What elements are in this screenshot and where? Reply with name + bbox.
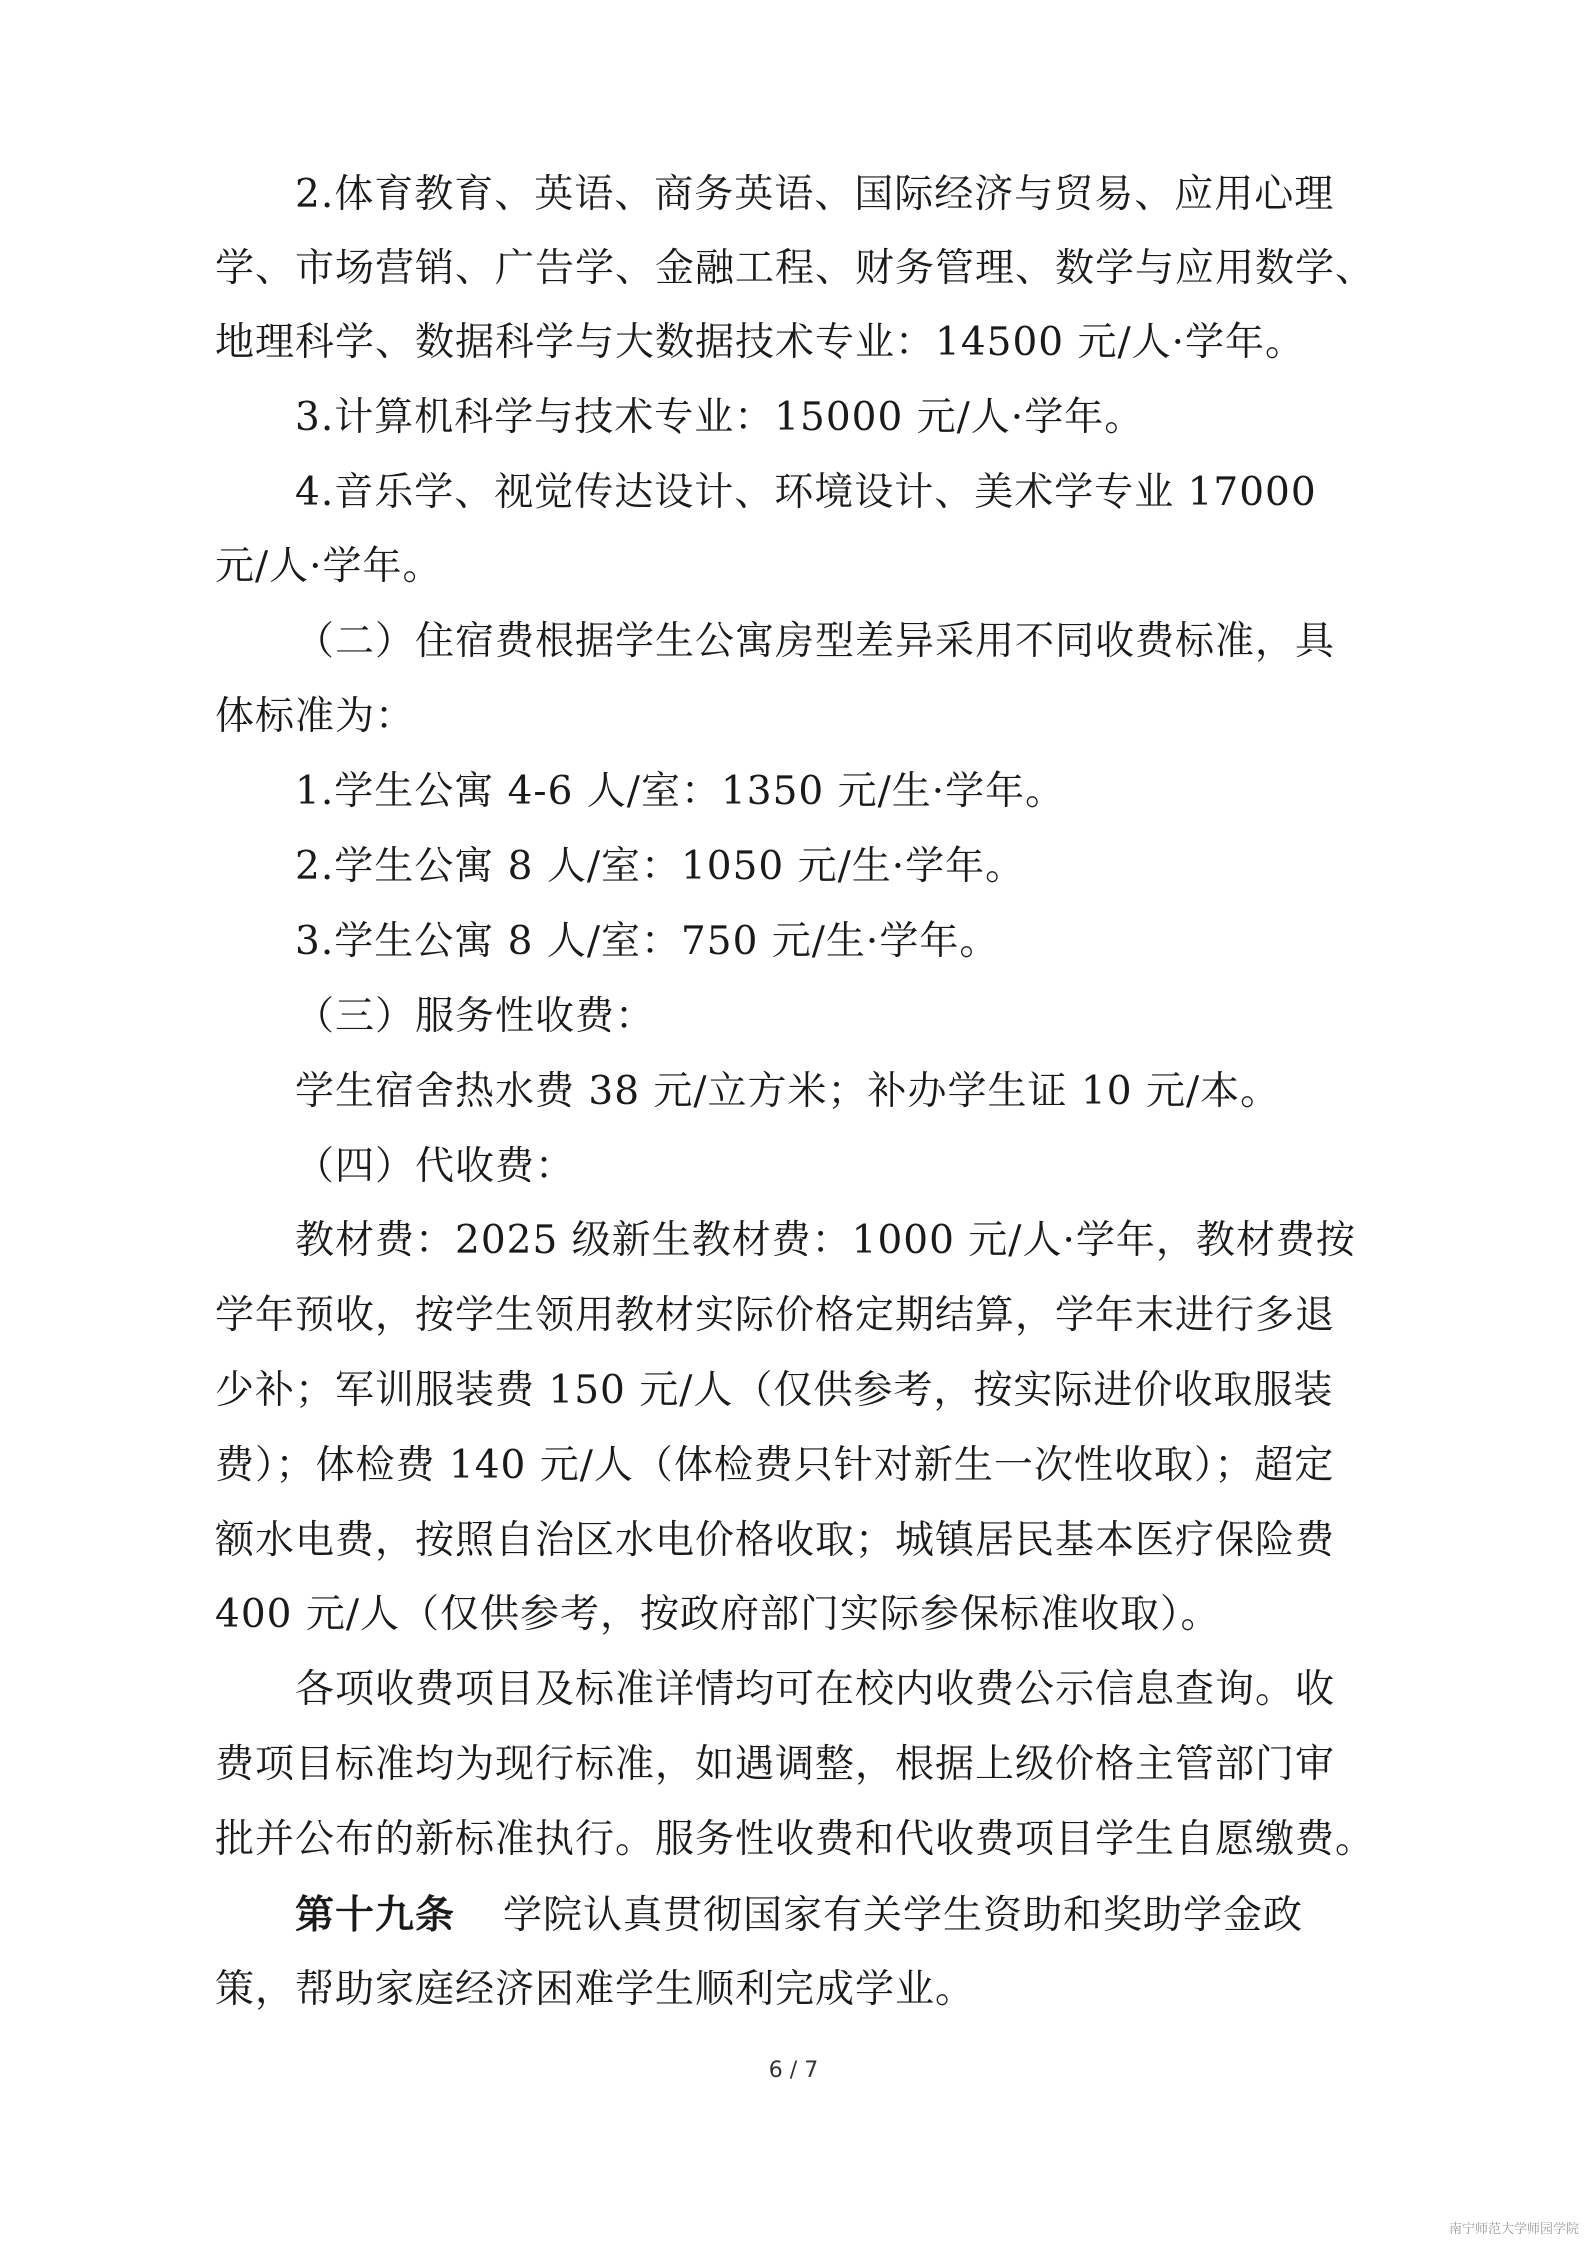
article-text: 学院认真贯彻国家有关学生资助和奖助学金政 (503, 1893, 1304, 1938)
text-line: 学、市场营销、广告学、金融工程、财务管理、数学与应用数学、 (215, 246, 1376, 291)
text-line: 体标准为： (215, 694, 416, 739)
section-heading: （四）代收费： (295, 1144, 576, 1189)
page-number: 6 / 7 (768, 2058, 819, 2083)
text-line: 2.体育教育、英语、商务英语、国际经济与贸易、应用心理 (295, 172, 1335, 217)
text-line: 1.学生公寓 4-6 人/室：1350 元/生·学年。 (295, 769, 1066, 814)
text-line: 费）；体检费 140 元/人（体检费只针对新生一次性收取）；超定 (215, 1443, 1335, 1488)
text-line: 费项目标准均为现行标准，如遇调整，根据上级价格主管部门审 (215, 1742, 1336, 1787)
text-line: 400 元/人（仅供参考，按政府部门实际参保标准收取）。 (215, 1592, 1221, 1637)
text-line: 2.学生公寓 8 人/室：1050 元/生·学年。 (295, 844, 1026, 889)
text-line: 3.学生公寓 8 人/室：750 元/生·学年。 (295, 919, 1000, 964)
article-line (295, 1890, 1303, 1941)
text-line: 学年预收，按学生领用教材实际价格定期结算，学年末进行多退 (215, 1293, 1336, 1338)
article-heading: 第十九条 (295, 1892, 456, 1938)
text-line: 教材费：2025 级新生教材费：1000 元/人·学年，教材费按 (295, 1218, 1356, 1263)
section-heading: （三）服务性收费： (295, 994, 656, 1039)
text-line: 3.计算机科学与技术专业：15000 元/人·学年。 (295, 395, 1145, 440)
text-line: 4.音乐学、视觉传达设计、环境设计、美术学专业 17000 (295, 470, 1317, 515)
text-line: 批并公布的新标准执行。服务性收费和代收费项目学生自愿缴费。 (215, 1817, 1376, 1862)
text-line: 少补；军训服装费 150 元/人（仅供参考，按实际进价收取服装 (215, 1368, 1334, 1413)
text-line: 学生宿舍热水费 38 元/立方米；补办学生证 10 元/本。 (295, 1069, 1281, 1114)
text-line: 地理科学、数据科学与大数据技术专业：14500 元/人·学年。 (215, 320, 1305, 365)
text-line: 元/人·学年。 (215, 544, 443, 589)
text-line: 各项收费项目及标准详情均可在校内收费公示信息查询。收 (295, 1667, 1336, 1712)
section-heading: （二）住宿费根据学生公寓房型差异采用不同收费标准，具 (295, 619, 1336, 664)
text-line: 额水电费，按照自治区水电价格收取；城镇居民基本医疗保险费 (215, 1518, 1336, 1563)
watermark: 南宁师范大学师园学院 (1448, 2222, 1579, 2237)
text-line: 策，帮助家庭经济困难学生顺利完成学业。 (215, 1967, 976, 2012)
